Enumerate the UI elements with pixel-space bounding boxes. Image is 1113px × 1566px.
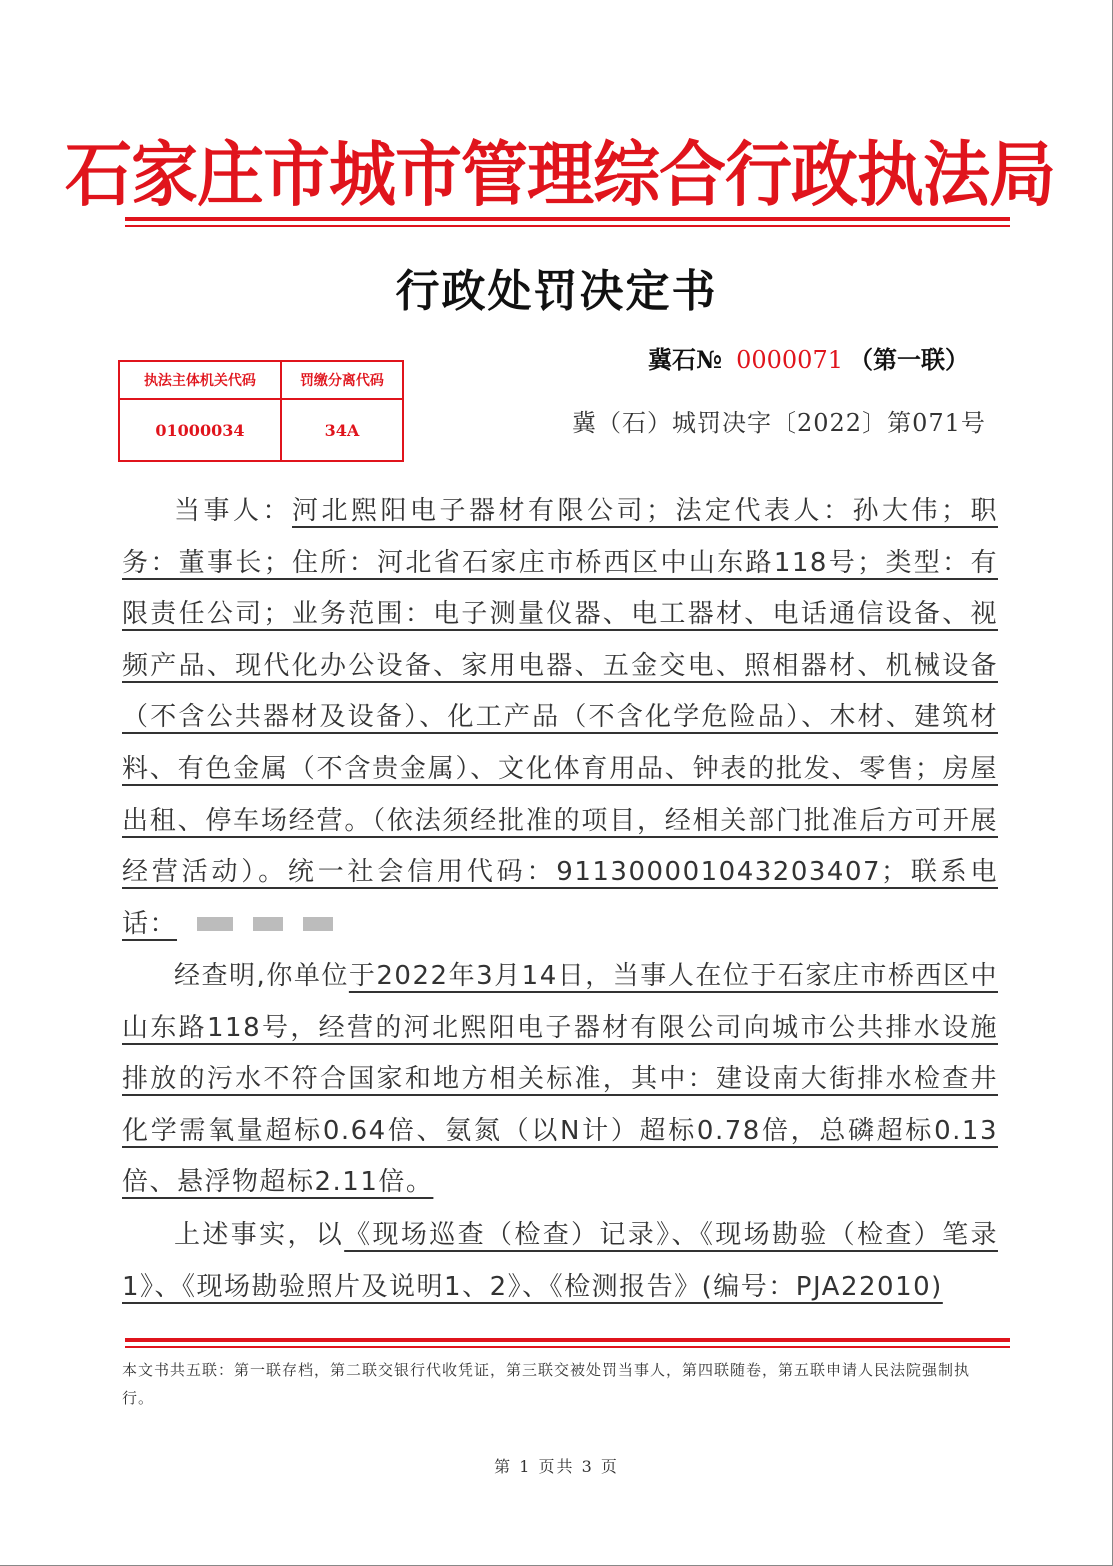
header-rule-thin (125, 225, 1010, 227)
facts-paragraph (122, 951, 998, 1209)
party-paragraph (122, 486, 998, 950)
redaction-mark (197, 917, 233, 931)
agency-code-label: 执法主体机关代码 (119, 361, 281, 399)
evidence-list: 《现场巡查（检查）记录》、《现场勘验（检查）笔录1》、《现场勘验照片及说明1、2》、《检测报告》(编号：PJA22010) (122, 1220, 998, 1302)
code-box (118, 360, 404, 462)
page-suffix: 页 (600, 1457, 619, 1476)
party-details: 河北熙阳电子器材有限公司；法定代表人：孙大伟；职务：董事长；住所：河北省石家庄市桥西区中山东路118号；类型：有限责任公司；业务范围：电子测量仪器、电工器材、电话通信设备、视频产品、现代化办公设备、家用电器、五金交电、照相器材、机械设备（不含公共器材及设备）、化工产品（不含化学危险品）、木材、建筑材料、有色金属（不含贵金属）、文化体育用品、钟表的批发、零售；房屋出租、停车场经营。（依法须经批准的项目，经相关部门批准后方可开展经营活动）。统一社会信用代码：911300001043203407；联系电话： (122, 496, 998, 939)
redaction-mark (303, 917, 333, 931)
header-rule-thick (125, 217, 1010, 221)
serial-line (648, 340, 969, 375)
redaction-mark (253, 917, 283, 931)
document-number: 冀（石）城罚决字〔2022〕第071号 (572, 409, 986, 437)
footer-rule-thick (125, 1338, 1010, 1342)
page-current: 1 (519, 1457, 532, 1476)
facts-details: 于2022年3月14日，当事人在位于石家庄市桥西区中山东路118号，经营的河北熙阳电子器材有限公司向城市公共排水设施排放的污水不符合国家和地方相关标准，其中：建设南大街排水检查井化学需氧量超标0.64倍、氨氮（以N计）超标0.78倍，总磷超标0.13倍、悬浮物超标2.11倍。 (122, 961, 998, 1198)
serial-copy: （第一联） (848, 345, 969, 374)
page-number (0, 1454, 1113, 1477)
page-middle: 页共 (538, 1457, 575, 1476)
copies-note: 本文书共五联：第一联存档，第二联交银行代收凭证，第三联交被处罚当事人，第四联随卷，第五联申请人民法院强制执行。 (122, 1361, 971, 1407)
serial-prefix: 冀石№ (648, 345, 723, 374)
evidence-paragraph (122, 1210, 998, 1313)
page-total: 3 (581, 1457, 594, 1476)
agency-name: 石家庄市城市管理综合行政执法局 (65, 133, 1055, 216)
fine-code-value: 34A (281, 399, 403, 461)
fine-code-label: 罚缴分离代码 (281, 361, 403, 399)
agency-code-value: 01000034 (119, 399, 281, 461)
document-title: 行政处罚决定书 (395, 266, 718, 317)
party-label: 当事人： (174, 496, 292, 526)
serial-number: 0000071 (736, 346, 843, 374)
facts-lead: 经查明,你单位 (174, 961, 349, 991)
footer-rule-thin (125, 1346, 1010, 1348)
evidence-lead: 上述事实，以 (174, 1220, 345, 1250)
page-prefix: 第 (494, 1457, 513, 1476)
